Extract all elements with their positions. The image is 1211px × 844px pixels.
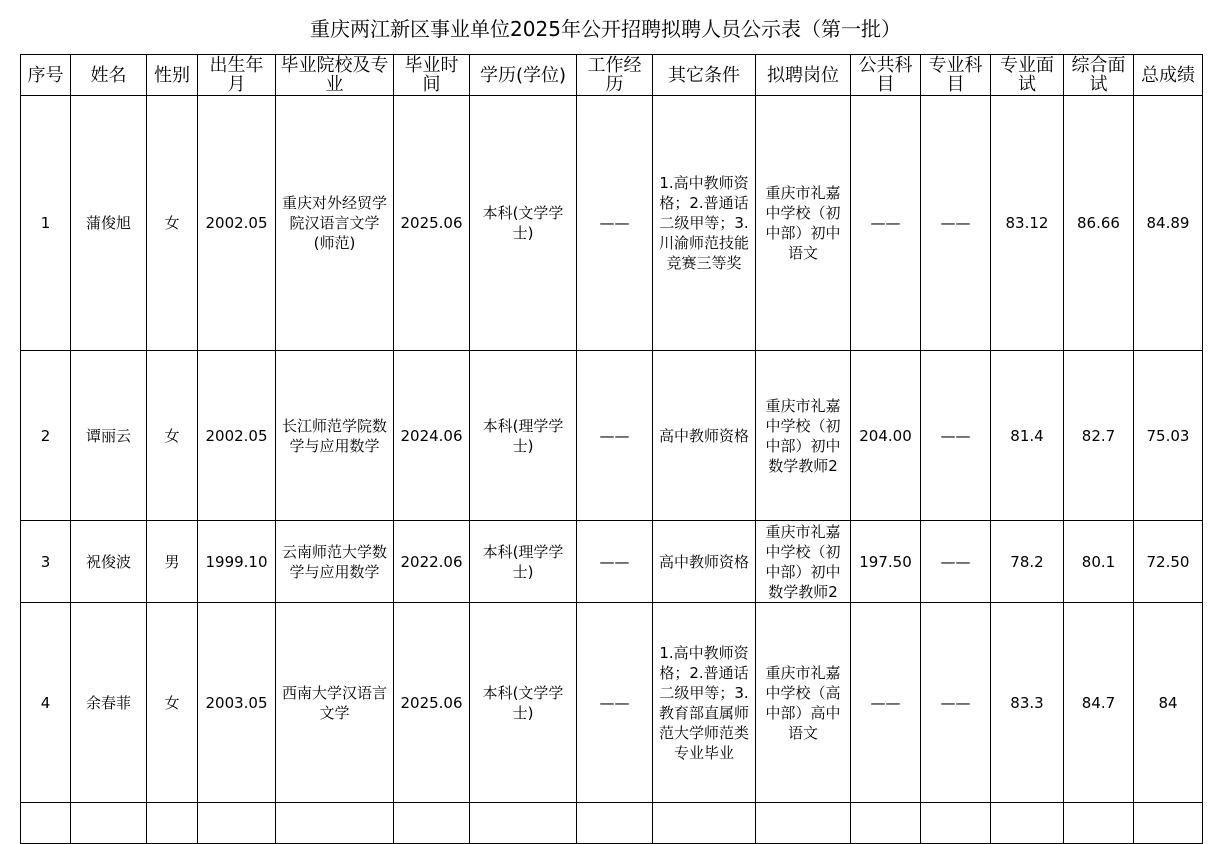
cell-major-interview: 81.4 <box>991 351 1064 521</box>
cell-grad: 2025.06 <box>394 96 470 351</box>
cell-major: —— <box>921 351 991 521</box>
cell-name: 祝俊波 <box>71 521 147 603</box>
header-cell: 学历(学位) <box>470 55 577 96</box>
cell-empty <box>1064 803 1134 844</box>
cell-public: —— <box>851 96 921 351</box>
cell-other: 1.高中教师资格；2.普通话二级甲等；3.川渝师范技能竞赛三等奖 <box>653 96 756 351</box>
cell-total: 84 <box>1134 603 1203 803</box>
cell-major: —— <box>921 521 991 603</box>
cell-empty <box>71 803 147 844</box>
cell-empty <box>921 803 991 844</box>
cell-empty <box>1134 803 1203 844</box>
cell-general-interview: 82.7 <box>1064 351 1134 521</box>
cell-other: 1.高中教师资格；2.普通话二级甲等；3.教育部直属师范大学师范类专业毕业 <box>653 603 756 803</box>
cell-school: 重庆对外经贸学院汉语言文学(师范) <box>276 96 394 351</box>
cell-empty <box>394 803 470 844</box>
cell-post: 重庆市礼嘉中学校（初中部）初中语文 <box>756 96 851 351</box>
cell-birth: 2002.05 <box>198 351 276 521</box>
cell-work: —— <box>577 351 653 521</box>
cell-degree: 本科(理学学士) <box>470 521 577 603</box>
cell-post: 重庆市礼嘉中学校（初中部）初中数学教师2 <box>756 521 851 603</box>
header-cell: 毕业院校及专业 <box>276 55 394 96</box>
header-cell: 性别 <box>147 55 198 96</box>
cell-work: —— <box>577 603 653 803</box>
cell-school: 长江师范学院数学与应用数学 <box>276 351 394 521</box>
cell-empty <box>147 803 198 844</box>
header-cell: 姓名 <box>71 55 147 96</box>
header-cell: 毕业时间 <box>394 55 470 96</box>
cell-name: 余春菲 <box>71 603 147 803</box>
cell-work: —— <box>577 96 653 351</box>
cell-no: 4 <box>21 603 71 803</box>
cell-empty <box>756 803 851 844</box>
cell-empty <box>653 803 756 844</box>
table-row-partial <box>21 803 1203 844</box>
cell-major-interview: 83.12 <box>991 96 1064 351</box>
header-cell: 专业面试 <box>991 55 1064 96</box>
cell-general-interview: 86.66 <box>1064 96 1134 351</box>
cell-name: 蒲俊旭 <box>71 96 147 351</box>
cell-work: —— <box>577 521 653 603</box>
cell-no: 3 <box>21 521 71 603</box>
cell-grad: 2022.06 <box>394 521 470 603</box>
cell-birth: 2003.05 <box>198 603 276 803</box>
cell-public: 197.50 <box>851 521 921 603</box>
cell-grad: 2024.06 <box>394 351 470 521</box>
header-cell: 总成绩 <box>1134 55 1203 96</box>
cell-gender: 男 <box>147 521 198 603</box>
cell-degree: 本科(理学学士) <box>470 351 577 521</box>
cell-gender: 女 <box>147 96 198 351</box>
recruitment-table <box>20 54 1203 844</box>
cell-major: —— <box>921 603 991 803</box>
cell-empty <box>21 803 71 844</box>
header-cell: 拟聘岗位 <box>756 55 851 96</box>
table-row <box>21 96 1203 351</box>
cell-total: 72.50 <box>1134 521 1203 603</box>
cell-name: 谭丽云 <box>71 351 147 521</box>
cell-major-interview: 83.3 <box>991 603 1064 803</box>
cell-degree: 本科(文学学士) <box>470 603 577 803</box>
cell-major: —— <box>921 96 991 351</box>
cell-empty <box>470 803 577 844</box>
cell-other: 高中教师资格 <box>653 351 756 521</box>
cell-post: 重庆市礼嘉中学校（初中部）初中数学教师2 <box>756 351 851 521</box>
table-row <box>21 351 1203 521</box>
table-row <box>21 521 1203 603</box>
page-title: 重庆两江新区事业单位2025年公开招聘拟聘人员公示表（第一批） <box>310 17 901 41</box>
cell-empty <box>991 803 1064 844</box>
header-cell: 序号 <box>21 55 71 96</box>
cell-empty <box>851 803 921 844</box>
table-row <box>21 603 1203 803</box>
cell-no: 1 <box>21 96 71 351</box>
cell-birth: 1999.10 <box>198 521 276 603</box>
cell-major-interview: 78.2 <box>991 521 1064 603</box>
table-header-row <box>21 55 1203 96</box>
cell-birth: 2002.05 <box>198 96 276 351</box>
cell-post: 重庆市礼嘉中学校（高中部）高中语文 <box>756 603 851 803</box>
cell-empty <box>198 803 276 844</box>
cell-empty <box>276 803 394 844</box>
cell-no: 2 <box>21 351 71 521</box>
header-cell: 专业科目 <box>921 55 991 96</box>
cell-gender: 女 <box>147 603 198 803</box>
cell-total: 84.89 <box>1134 96 1203 351</box>
cell-school: 云南师范大学数学与应用数学 <box>276 521 394 603</box>
cell-degree: 本科(文学学士) <box>470 96 577 351</box>
cell-empty <box>577 803 653 844</box>
cell-grad: 2025.06 <box>394 603 470 803</box>
cell-public: —— <box>851 603 921 803</box>
cell-public: 204.00 <box>851 351 921 521</box>
cell-gender: 女 <box>147 351 198 521</box>
cell-total: 75.03 <box>1134 351 1203 521</box>
header-cell: 其它条件 <box>653 55 756 96</box>
header-cell: 综合面试 <box>1064 55 1134 96</box>
cell-general-interview: 80.1 <box>1064 521 1134 603</box>
cell-school: 西南大学汉语言文学 <box>276 603 394 803</box>
header-cell: 工作经历 <box>577 55 653 96</box>
header-cell: 公共科目 <box>851 55 921 96</box>
cell-general-interview: 84.7 <box>1064 603 1134 803</box>
cell-other: 高中教师资格 <box>653 521 756 603</box>
header-cell: 出生年月 <box>198 55 276 96</box>
